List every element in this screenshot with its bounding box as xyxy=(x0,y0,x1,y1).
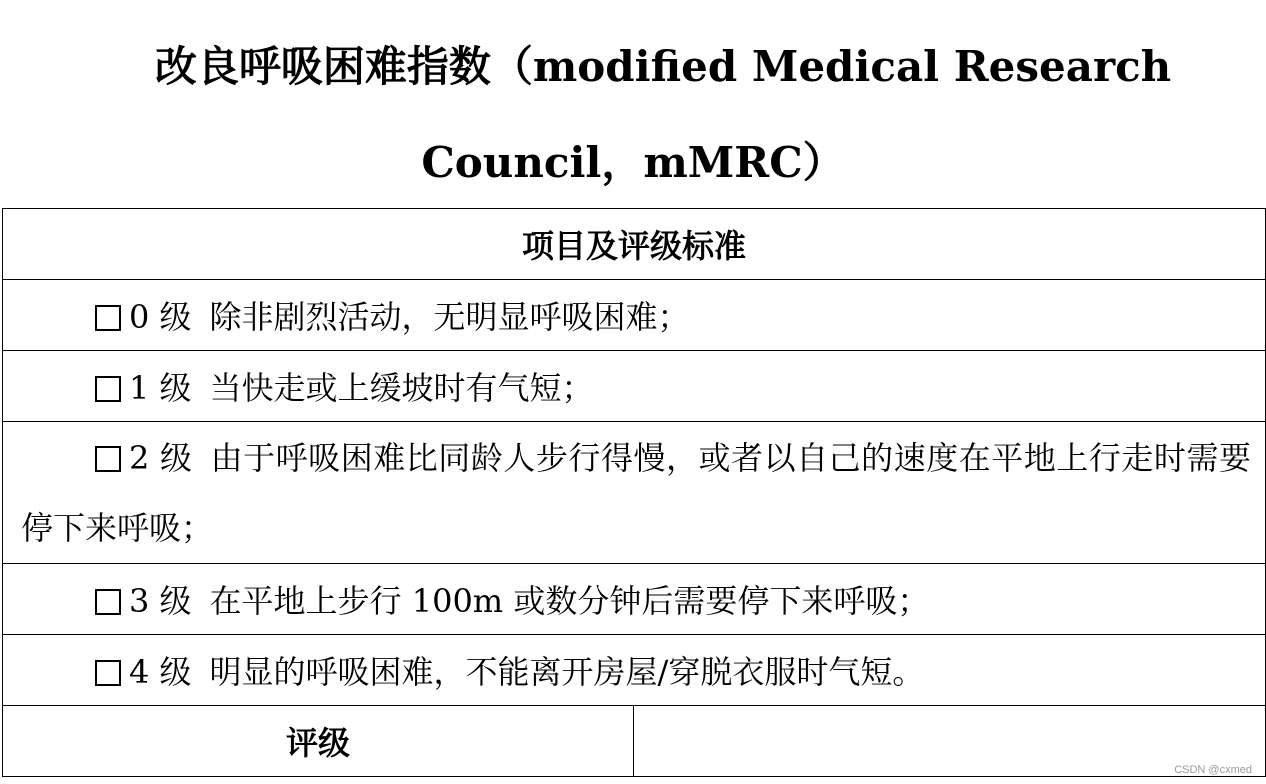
table-row xyxy=(3,351,1266,422)
level-2-checkbox[interactable] xyxy=(95,446,121,472)
level-description: 明显的呼吸困难，不能离开房屋/穿脱衣服时气短。 xyxy=(209,653,925,691)
table-row xyxy=(3,280,1266,351)
level-4-checkbox[interactable] xyxy=(95,660,121,686)
level-description: 在平地上步行 100m 或数分钟后需要停下来呼吸； xyxy=(209,582,930,620)
watermark: CSDN @cxmed xyxy=(1174,764,1252,776)
mmrc-table xyxy=(2,208,1266,777)
table-header-row xyxy=(3,209,1266,280)
level-description: 当快走或上缓坡时有气短； xyxy=(209,369,594,407)
table-header: 项目及评级标准 xyxy=(3,209,1266,280)
rating-label: 评级 xyxy=(3,706,634,777)
level-description: 除非剧烈活动，无明显呼吸困难； xyxy=(209,298,690,336)
table-footer-row xyxy=(3,706,1266,777)
table-row xyxy=(3,422,1266,564)
page-title-line-1: 改良呼吸困难指数（modified Medical Research xyxy=(154,42,1172,91)
table-row xyxy=(3,635,1266,706)
table-row xyxy=(3,564,1266,635)
level-3-checkbox[interactable] xyxy=(95,589,121,615)
level-1-checkbox[interactable] xyxy=(95,376,121,402)
rating-value-cell[interactable] xyxy=(634,706,1266,777)
level-0-checkbox[interactable] xyxy=(95,305,121,331)
level-description: 由于呼吸困难比同龄人步行得慢，或者以自己的速度在平地上行走时需要停下来呼吸； xyxy=(21,438,1251,547)
level-label: 4 级 xyxy=(129,653,192,691)
level-label: 3 级 xyxy=(129,582,192,620)
level-label: 1 级 xyxy=(129,369,192,407)
page-title-line-2: Council，mMRC） xyxy=(421,138,845,187)
level-label: 2 级 xyxy=(129,438,193,477)
level-label: 0 级 xyxy=(129,298,192,336)
